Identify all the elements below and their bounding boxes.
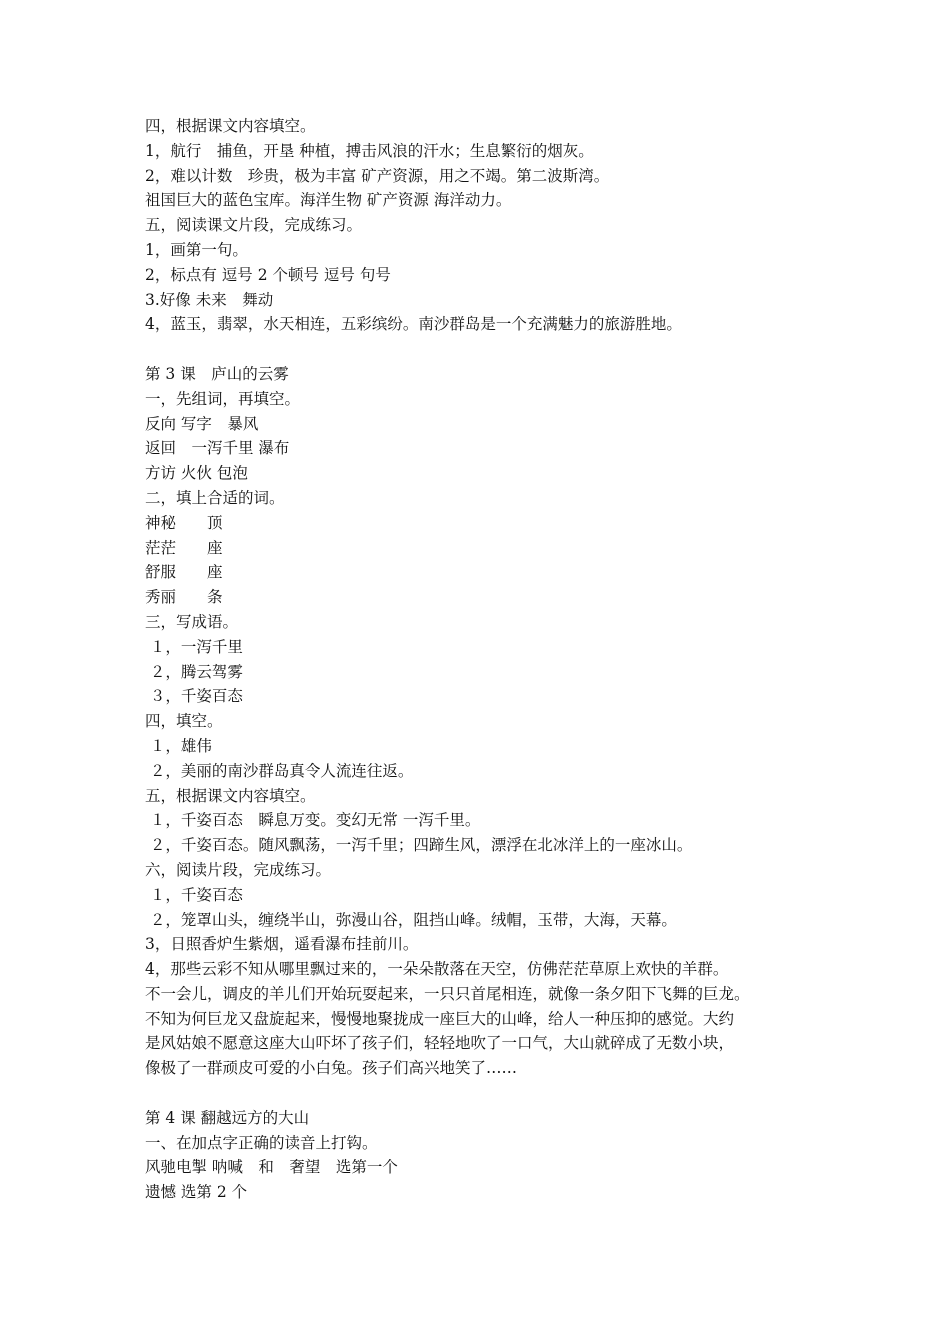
text-line: 四，根据课文内容填空。 [145,117,316,135]
text-line: 1，航行 捕鱼，开垦 种植，搏击风浪的汗水；生息繁衍的烟灰。 [145,141,594,160]
text-line: 风驰电掣 呐喊 和 奢望 选第一个 [145,1158,398,1177]
text-line: 2，难以计数 珍贵，极为丰富 矿产资源，用之不竭。第二波斯湾。 [145,166,610,185]
paragraph-line: 是风姑娘不愿意这座大山吓坏了孩子们，轻轻地吹了一口气，大山就碎成了无数小块， [145,1034,735,1053]
text-line: 一，先组词，再填空。 [145,389,301,408]
text-line: １，一泻千里 [145,637,243,656]
text-line: 茫茫 座 [145,538,223,557]
paragraph-line: 不一会儿，调皮的羊儿们开始玩耍起来，一只只首尾相连，就像一条夕阳下飞舞的巨龙。 [145,984,750,1003]
text-line: 祖国巨大的蓝色宝库。海洋生物 矿产资源 海洋动力。 [145,191,512,210]
text-line: ３，千姿百态 [145,687,243,706]
text-line: 一、在加点字正确的读音上打钩。 [145,1133,378,1152]
text-line: 二，填上合适的词。 [145,488,285,507]
document-content [145,114,815,1205]
text-line: 遗憾 选第 2 个 [145,1183,248,1202]
text-line: 1，画第一句。 [145,240,248,259]
text-line: 舒服 座 [145,563,223,582]
text-line: 方访 火伙 包泡 [145,464,248,483]
paragraph-line: 像极了一群顽皮可爱的小白兔。孩子们高兴地笑了…… [145,1059,518,1078]
text-line: 3，日照香炉生紫烟，遥看瀑布挂前川。 [145,935,419,954]
text-line: 神秘 顶 [145,513,223,532]
text-line: 返回 一泻千里 瀑布 [145,439,290,458]
text-line: １，千姿百态 瞬息万变。变幻无常 一泻千里。 [145,811,481,830]
text-line: 五，根据课文内容填空。 [145,786,316,805]
text-line: 三，写成语。 [145,612,239,631]
text-line: ２，千姿百态。随风飘荡，一泻千里；四蹄生风，漂浮在北冰洋上的一座冰山。 [145,836,693,855]
lesson-4-title: 第 4 课 翻越远方的大山 [145,1108,310,1127]
text-line: １，雄伟 [145,736,212,755]
text-line: 六，阅读片段，完成练习。 [145,860,332,879]
paragraph-line: 4，那些云彩不知从哪里飘过来的，一朵朵散落在天空，仿佛茫茫草原上欢快的羊群。 [145,960,729,979]
text-line: 3.好像 未来 舞动 [145,290,274,309]
blank-line [145,337,815,362]
lesson-3-title: 第 3 课 庐山的云雾 [145,364,289,383]
text-line: 2，标点有 逗号 2 个顿号 逗号 句号 [145,265,391,284]
text-line: 反向 写字 暴风 [145,414,259,433]
text-line: １，千姿百态 [145,885,243,904]
text-line: ２，腾云驾雾 [145,662,243,681]
text-line: 五，阅读课文片段，完成练习。 [145,216,363,235]
text-line: ２，笼罩山头，缠绕半山，弥漫山谷，阻挡山峰。绒帽，玉带，大海，天幕。 [145,910,677,929]
text-line: 4，蓝玉，翡翠，水天相连，五彩缤纷。南沙群岛是一个充满魅力的旅游胜地。 [145,315,682,334]
text-line: 秀丽 条 [145,588,223,607]
blank-line [145,1081,815,1106]
text-line: 四，填空。 [145,712,223,731]
paragraph-line: 不知为何巨龙又盘旋起来，慢慢地聚拢成一座巨大的山峰，给人一种压抑的感觉。大约 [145,1009,735,1028]
text-line: ２，美丽的南沙群岛真令人流连往返。 [145,761,414,780]
